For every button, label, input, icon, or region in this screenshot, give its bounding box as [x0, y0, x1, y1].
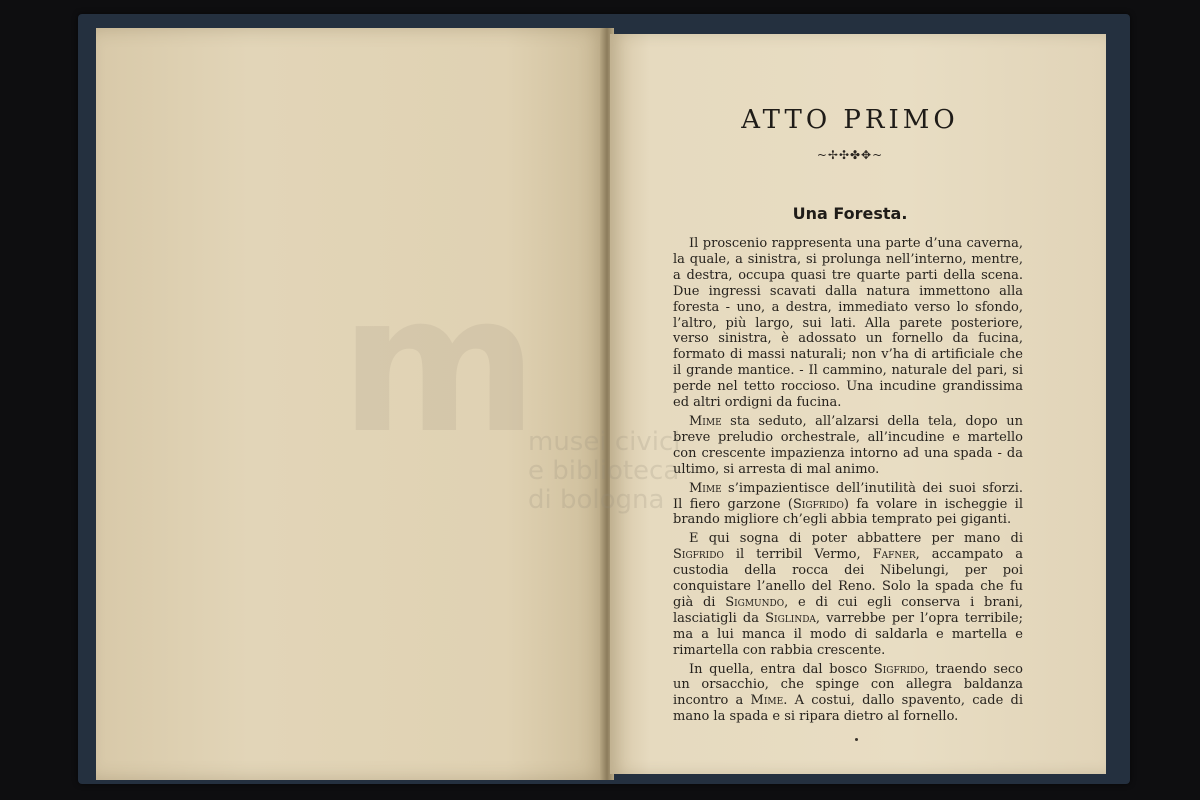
character-name: Sigfrido	[793, 496, 844, 512]
character-name: Mime	[689, 413, 722, 429]
character-name: Mime	[750, 693, 784, 709]
character-name: Fafner	[872, 547, 916, 563]
paragraph-text: il terribil Vermo,	[723, 547, 873, 563]
paragraph-text: ) fa volare in ischeggie il brando migliore ch’egli abbia temprato pei giganti.	[673, 496, 1023, 528]
character-name: Sigfrido	[873, 661, 925, 677]
watermark-line: di bologna	[528, 485, 665, 515]
stage-directions	[673, 236, 1023, 728]
paragraph	[673, 662, 1023, 726]
paragraph-text: , traendo seco un orsacchio, che spinge con allegra baldanza incontro a	[673, 661, 1023, 709]
watermark-line: e biblioteca	[528, 456, 680, 486]
paragraph-text: , e di cui egli conserva i brani, lasciatigli da	[673, 594, 1023, 626]
page-mark	[855, 738, 858, 741]
watermark-line: musei civici	[528, 427, 681, 457]
character-name: Sigfrido	[673, 547, 724, 563]
paragraph-text: . A costui, dallo spavento, cade di mano la spada e si ripara dietro al fornello.	[673, 693, 1023, 725]
act-title: ATTO PRIMO	[741, 105, 959, 135]
paragraph	[673, 414, 1023, 478]
paragraph-text: , varrebbe per l’opra terribile; ma a lui manca il modo di saldarla e martella e rimartella con rabbia crescente.	[673, 610, 1024, 658]
paragraph	[673, 481, 1023, 529]
paragraph	[673, 531, 1023, 658]
character-name: Siglinda	[765, 610, 816, 626]
character-name: Mime	[689, 480, 722, 496]
paragraph: Il proscenio rappresenta una parte d’una caverna, la quale, a sinistra, si prolunga nell’interno, mentre, a destra, occupa quasi tre quarte parti della scena. Due ingressi scavati dalla natura immettono alla foresta - uno, a destra, immediato verso lo sfondo, l’altro, più largo, sui lati. Alla parete posteriore, verso sinistra, è adossato un fornello da fucina, formato di massi naturali; non v’ha di artificiale che il grande mantice. - Il cammino, naturale del pari, si perde nel tetto roccioso. Una incudine grandissima ed altri ordigni da fucina.	[673, 236, 1023, 411]
paragraph-text: , accampato a custodia della rocca dei Nibelungi, per poi conquistare l’anello del Reno. Solo la spada che fu già di	[673, 547, 1023, 610]
paragraph-text: s’impazientisce dell’inutilità dei suoi sforzi. Il fiero garzone (	[673, 480, 1023, 512]
watermark-logo: m	[340, 254, 538, 475]
ornament-divider: ~✢✣✤✥~	[816, 148, 884, 162]
paragraph-text: E qui sogna di poter abbattere per mano di	[689, 531, 1023, 547]
paragraph-text: sta seduto, all’alzarsi della tela, dopo un breve preludio orchestrale, all’incudine e martello con crescente impazienza intorno ad una spada - da ultimo, si arresta di mal animo.	[673, 413, 1023, 477]
scene-title: Una Foresta.	[792, 204, 908, 223]
character-name: Sigmundo	[725, 594, 785, 610]
watermark-text	[528, 428, 680, 515]
paragraph-text: In quella, entra dal bosco	[689, 661, 874, 677]
